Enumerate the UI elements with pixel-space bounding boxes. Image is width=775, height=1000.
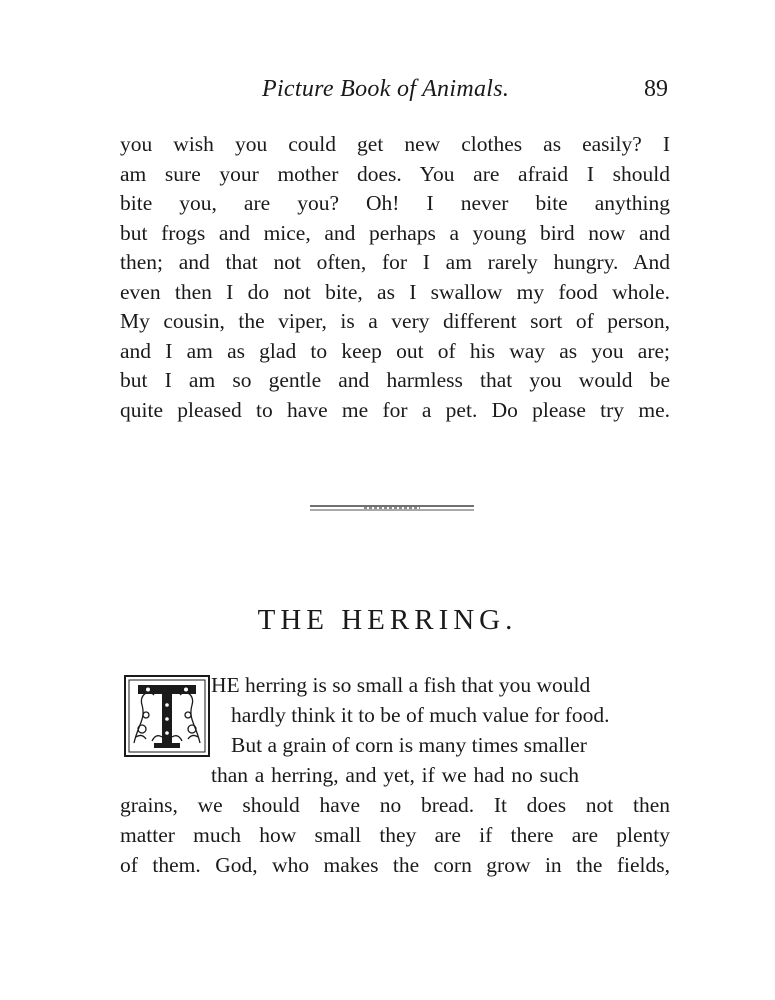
text-line: even then I do not bite, as I swallow my food whole. [120,279,670,304]
running-title: Picture Book of Animals. [262,76,510,102]
text-line: then; and that not often, for I am rarely hungry. And [120,250,670,274]
text-line: than a herring, and yet, if we had no such [211,763,579,787]
text-line: quite pleased to have me for a pet. Do please try me. [120,397,670,422]
text-line: grains, we should have no bread. It does not then [120,793,670,817]
text-line: of them. God, who makes the corn grow in the fields, [120,853,670,877]
text-line: am sure your mother does. You are afraid I should [120,161,670,186]
text-line: but frogs and mice, and perhaps a young bird now and [120,220,670,245]
text-line: matter much how small they are if there are plenty [120,823,670,847]
text-line: But a grain of corn is many times smaller [231,733,587,757]
section-heading: THE HERRING. [257,604,518,636]
paragraph-herring-text [120,670,670,880]
text-line: you wish you could get new clothes as easily? I [120,132,670,156]
page-number: 89 [644,76,668,102]
text-line: but I am so gentle and harmless that you would be [120,368,670,392]
running-head [0,76,775,106]
text-line: My cousin, the viper, is a very different sort of person, [120,309,670,333]
section-divider [310,504,474,512]
text-line: HE herring is so small a fish that you would [211,673,591,697]
text-line: hardly think it to be of much value for food. [231,703,610,727]
text-line: bite you, are you? Oh! I never bite anything [120,191,670,215]
text-line: and I am as glad to keep out of his way as you are; [120,338,670,363]
paragraph-viper-text [120,130,670,425]
